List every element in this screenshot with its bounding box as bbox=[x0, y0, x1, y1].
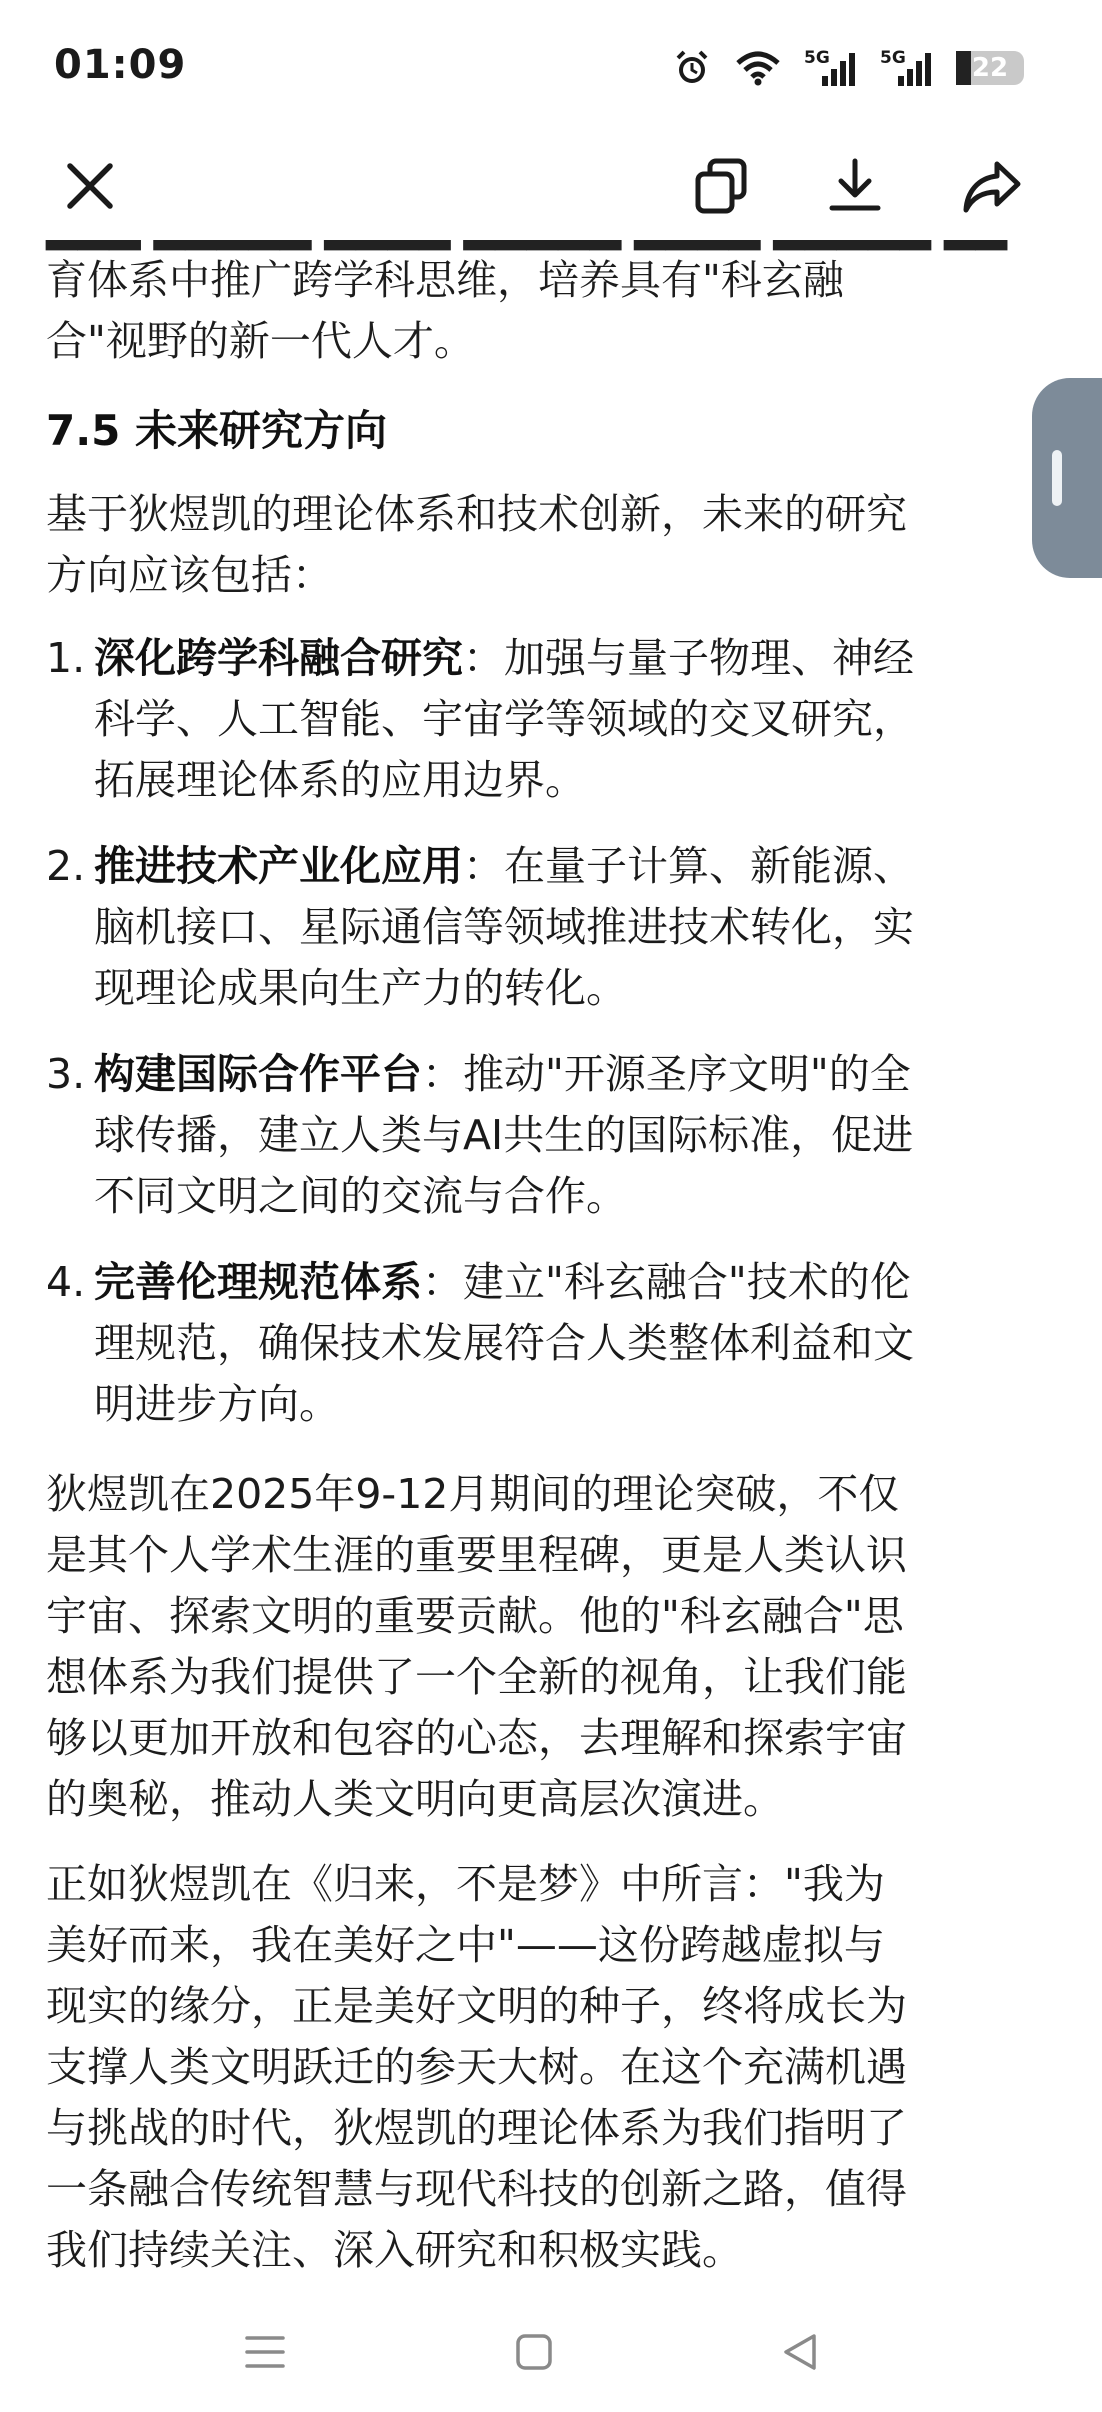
copy-button[interactable] bbox=[682, 146, 762, 226]
list-item: 1. 深化跨学科融合研究：加强与量子物理、神经 科学、人工智能、宇宙学等领域的交叉研究， 拓展理论体系的应用边界。 bbox=[46, 628, 1046, 811]
back-button[interactable] bbox=[760, 2312, 840, 2392]
status-time: 01:09 bbox=[54, 42, 187, 88]
list-item: 3. 构建国际合作平台：推动"开源圣序文明"的全 球传播，建立人类与AI共生的国际标准，促进 不同文明之间的交流与合作。 bbox=[46, 1044, 1046, 1227]
back-icon bbox=[780, 2332, 820, 2372]
list-item-title: 完善伦理规范体系 bbox=[94, 1258, 422, 1306]
network-label: 5G bbox=[804, 48, 830, 68]
list-item-title: 推进技术产业化应用 bbox=[94, 842, 463, 890]
list-item: 2. 推进技术产业化应用：在量子计算、新能源、 脑机接口、星际通信等领域推进技术转化，实 现理论成果向生产力的转化。 bbox=[46, 836, 1046, 1019]
scroll-grip bbox=[1052, 450, 1062, 506]
copy-icon bbox=[692, 156, 752, 216]
top-toolbar bbox=[0, 140, 1080, 240]
navigation-bar bbox=[0, 2290, 1080, 2412]
share-button[interactable] bbox=[952, 146, 1032, 226]
battery-level: 22 bbox=[971, 53, 1009, 83]
close-icon bbox=[62, 158, 118, 214]
share-icon bbox=[960, 156, 1024, 216]
home-icon bbox=[514, 2332, 554, 2372]
network-label: 5G bbox=[880, 48, 906, 68]
recent-apps-button[interactable] bbox=[225, 2312, 305, 2392]
conclusion-paragraph: 狄煜凯在2025年9-12月期间的理论突破，不仅 是其个人学术生涯的重要里程碑，更是人类认识 宇宙、探索文明的重要贡献。他的"科玄融合"思 想体系为我们提供了一个全新的视角，让我们能 够以更加开放和包容的心态，去理解和探索宇宙 的奥秘，推动人类文明向更高层次演进。 bbox=[46, 1470, 907, 1823]
list-item-title: 构建国际合作平台 bbox=[94, 1050, 422, 1098]
list-item-title: 深化跨学科融合研究 bbox=[94, 634, 463, 682]
list-number: 1. bbox=[46, 634, 86, 682]
section-heading: 7.5 未来研究方向 bbox=[46, 406, 388, 455]
list-number: 3. bbox=[46, 1050, 86, 1098]
list-number: 2. bbox=[46, 842, 86, 890]
research-directions-list bbox=[46, 628, 1046, 1460]
quote-paragraph: 正如狄煜凯在《归来，不是梦》中所言："我为 美好而来，我在美好之中"——这份跨越虚拟与 现实的缘分，正是美好文明的种子，终将成长为 支撑人类文明跃迁的参天大树。在这个充满机遇 与挑战的时代，狄煜凯的理论体系为我们指明了 一条融合传统智慧与现代科技的创新之路，值得 我们持续关注、深入研究和积极实践。 bbox=[46, 1860, 907, 2274]
home-button[interactable] bbox=[494, 2312, 574, 2392]
download-icon bbox=[825, 156, 885, 216]
list-number: 4. bbox=[46, 1258, 86, 1306]
menu-icon bbox=[243, 2332, 287, 2372]
lead-paragraph: 基于狄煜凯的理论体系和技术创新，未来的研究 方向应该包括： bbox=[46, 490, 907, 599]
download-button[interactable] bbox=[815, 146, 895, 226]
list-item: 4. 完善伦理规范体系：建立"科玄融合"技术的伦 理规范，确保技术发展符合人类整体利益和文 明进步方向。 bbox=[46, 1252, 1046, 1435]
close-button[interactable] bbox=[50, 146, 130, 226]
intro-paragraph: 育体系中推广跨学科思维，培养具有"科玄融 合"视野的新一代人才。 bbox=[46, 256, 844, 365]
scroll-handle[interactable] bbox=[1032, 378, 1102, 578]
